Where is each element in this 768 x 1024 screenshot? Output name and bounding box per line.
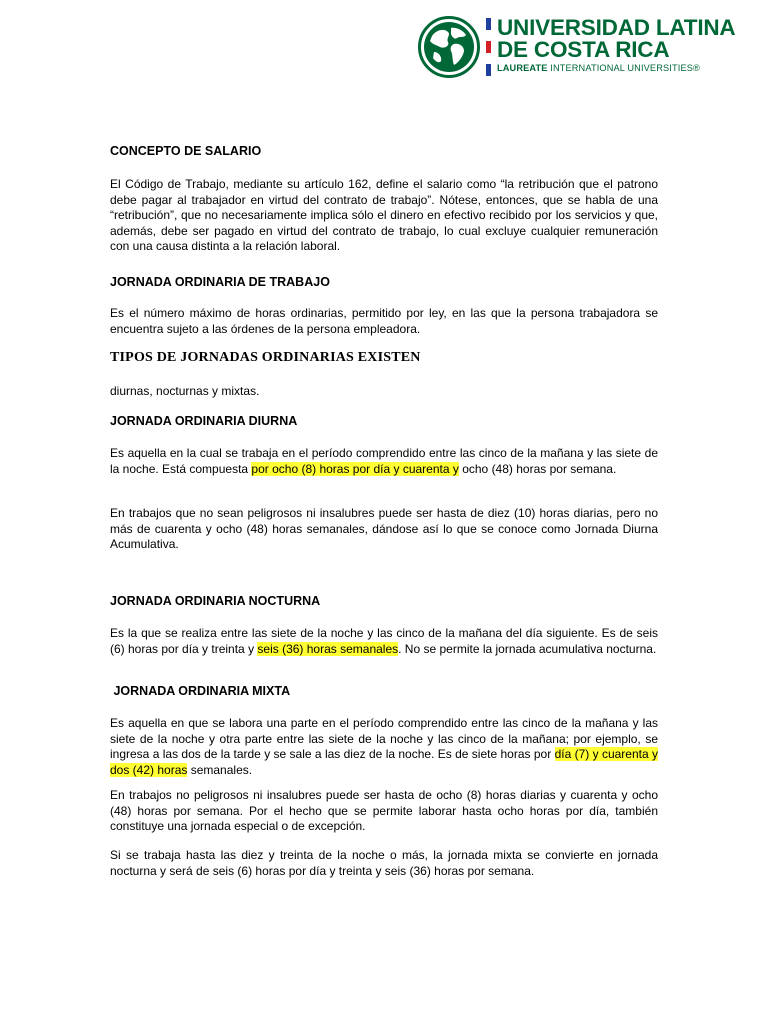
mixta-text-a: Es aquella en que se labora una parte en el período comprendido entre las cinco de la mañana y las siete de la noche y otra parte entre las siete de la noche y las cinco de la mañana; por ejemplo, se ingresa a las dos de la tarde y se sale a las diez de la noche. Es de siete horas por: [110, 716, 658, 761]
nocturna-text-b: . No se permite la jornada acumulativa nocturna.: [398, 641, 657, 656]
paragraph-diurna: [110, 446, 658, 477]
heading-jornada-diurna: JORNADA ORDINARIA DIURNA: [110, 414, 298, 428]
paragraph-mixta-excepcion: [110, 788, 658, 835]
paragraph-salario-text: El Código de Trabajo, mediante su artículo 162, define el salario como “la retribución que el patrono debe pagar al trabajador en virtud del contrato de trabajo”. Nótese, entonces, que se habla de una “retribución”, que no necesariamente implica sólo el dinero en efectivo recibido por los servicios y que, además, debe ser pagado en virtud del contrato de trabajo, lo cual excluye cualquier remuneración con una causa distinta a la relación laboral.: [110, 177, 658, 253]
paragraph-nocturna: [110, 626, 658, 657]
section-tipos-jornadas: [110, 350, 658, 366]
paragraph-tipos-text: diurnas, nocturnas y mixtas.: [110, 384, 260, 398]
section-mixta: [110, 684, 658, 700]
mixta-highlight: día (7) y cuarenta y dos (42) horas: [110, 747, 659, 777]
nocturna-text-a: Es la que se realiza entre las siete de la noche y las cinco de la mañana del día siguiente. Es de seis (6) horas por día y treinta y: [110, 626, 658, 656]
paragraph-mixta-text: [110, 716, 658, 778]
paragraph-mixta-excepcion-text: En trabajos no peligrosos ni insalubres puede ser hasta de ocho (8) horas diarias y cuarenta y ocho (48) horas por semana. Por el hecho que se permite laborar hasta ocho horas por día, también constituye una jornada especial o de excepción.: [110, 788, 658, 833]
section-diurna: [110, 414, 658, 430]
flag-stripes: [486, 18, 491, 76]
paragraph-salario: [110, 177, 658, 255]
heading-jornada-nocturna: JORNADA ORDINARIA NOCTURNA: [110, 594, 321, 608]
paragraph-diurna-acumulativa: [110, 506, 658, 553]
paragraph-jornada-ordinaria: [110, 306, 658, 337]
heading-concepto-salario: CONCEPTO DE SALARIO: [110, 144, 262, 158]
mixta-text-b: semanales.: [187, 762, 253, 777]
diurna-text-a: Es aquella en la cual se trabaja en el período comprendido entre las cinco de la mañana y las siete de la noche. Está compuesta: [110, 446, 658, 476]
paragraph-jornada-ordinaria-text: Es el número máximo de horas ordinarias, permitido por ley, en las que la persona trabajadora se encuentra sujeto a las órdenes de la persona empleadora.: [110, 306, 658, 336]
heading-jornada-ordinaria: JORNADA ORDINARIA DE TRABAJO: [110, 275, 330, 289]
diurna-text-b: ocho (48) horas por semana.: [458, 461, 617, 476]
logo-text: [497, 17, 735, 73]
heading-tipos-jornadas: TIPOS DE JORNADAS ORDINARIAS EXISTEN: [110, 350, 421, 365]
university-logo: [418, 16, 748, 78]
globe-icon: [418, 16, 480, 78]
paragraph-diurna-text: [110, 446, 658, 477]
university-tagline: [497, 63, 735, 73]
paragraph-nocturna-text: [110, 626, 658, 657]
paragraph-tipos: [110, 384, 658, 400]
university-name-line1: UNIVERSIDAD LATINA: [497, 15, 736, 40]
heading-jornada-mixta: JORNADA ORDINARIA MIXTA: [110, 684, 291, 698]
diurna-highlight: por ocho (8) horas por día y cuarenta y: [251, 461, 459, 476]
paragraph-mixta: [110, 716, 658, 778]
section-concepto-salario: [110, 144, 658, 160]
university-name-line2: DE COSTA RICA: [497, 37, 670, 62]
tagline-rest: INTERNATIONAL UNIVERSITIES®: [547, 63, 700, 73]
paragraph-mixta-nocturna: [110, 848, 658, 879]
paragraph-mixta-nocturna-text: Si se trabaja hasta las diez y treinta de la noche o más, la jornada mixta se convierte en jornada nocturna y será de seis (6) horas por día y treinta y seis (36) horas por semana.: [110, 848, 658, 878]
section-jornada-ordinaria: [110, 275, 658, 291]
tagline-bold: LAUREATE: [497, 63, 548, 73]
paragraph-diurna-acumulativa-text: En trabajos que no sean peligrosos ni insalubres puede ser hasta de diez (10) horas diarias, pero no más de cuarenta y ocho (48) horas semanales, dándose así lo que se conoce como Jornada Diurna Acumulativa.: [110, 506, 658, 551]
nocturna-highlight: seis (36) horas semanales: [257, 641, 399, 656]
section-nocturna: [110, 594, 658, 610]
